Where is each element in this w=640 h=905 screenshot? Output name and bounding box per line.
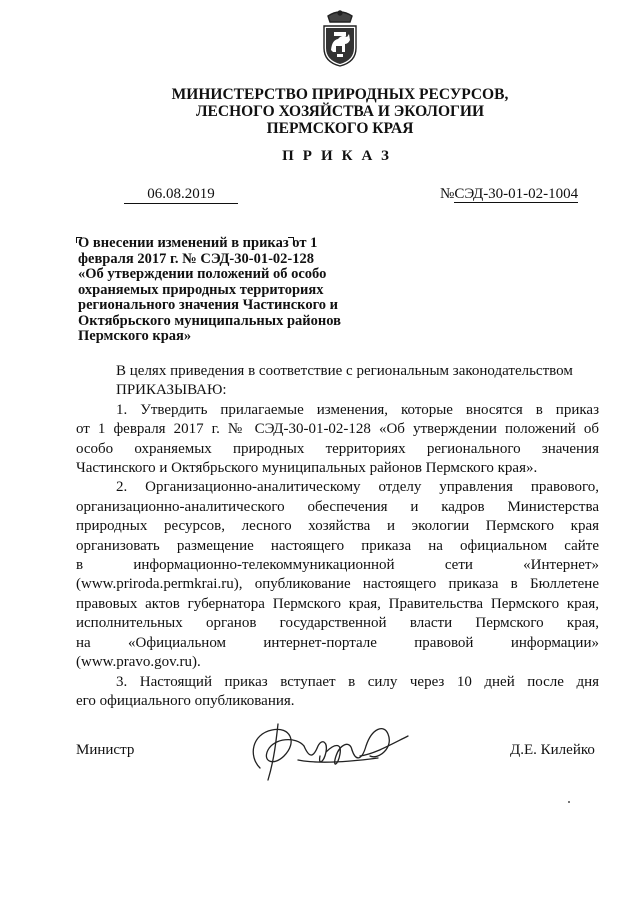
- text-line: организовать размещение настоящего приказа на официальном сайте: [76, 537, 599, 554]
- paragraph-1: [76, 401, 599, 479]
- text-line: организационно-аналитического обеспечения и кадров Министерства: [76, 498, 599, 515]
- scan-speck: [568, 801, 570, 803]
- text-line: природных ресурсов, лесного хозяйства и экологии Пермского края: [76, 518, 599, 535]
- order-word: ПРИКАЗЫВАЮ:: [116, 382, 227, 399]
- number-value: СЭД-30-01-02-1004: [454, 186, 579, 202]
- text-line: от 1 февраля 2017 г. № СЭД-30-01-02-128 «Об утверждении положений об: [76, 421, 599, 438]
- text-line: 2. Организационно-аналитическому отделу управления правового,: [116, 479, 599, 496]
- subject-line: Октябрьского муниципальных районов: [78, 312, 341, 329]
- document-type: ПРИКАЗ: [282, 148, 398, 164]
- handwritten-signature-icon: [238, 716, 414, 786]
- subject-line: «Об утверждении положений об особо: [78, 266, 327, 282]
- coat-of-arms-icon: [318, 10, 362, 68]
- document-subject: [78, 236, 378, 345]
- text-line: на «Официальном интернет-портале правовой информации»: [76, 634, 599, 651]
- signer-name: Д.Е. Килейко: [510, 742, 595, 758]
- text-line: 3. Настоящий приказ вступает в силу через 10 дней после дня: [116, 673, 599, 690]
- subject-line: О внесении изменений в приказ от 1: [78, 235, 318, 251]
- text-line: особо охраняемых природных территориях регионального значения: [76, 440, 599, 457]
- document-date: 06.08.2019: [124, 186, 238, 204]
- ministry-line: МИНИСТЕРСТВО ПРИРОДНЫХ РЕСУРСОВ,: [171, 86, 509, 103]
- signer-title: Министр: [76, 742, 135, 758]
- intro-paragraph: [76, 362, 599, 401]
- text-line: правовых актов губернатора Пермского края, Правительства Пермского края,: [76, 595, 599, 612]
- ministry-name: [170, 86, 510, 137]
- subject-line: охраняемых природных территориях: [78, 281, 324, 298]
- text-line: Частинского и Октябрьского муниципальных районов Пермского края».: [76, 460, 538, 477]
- document-number: [440, 186, 584, 203]
- text-line: В целях приведения в соответствие с региональным законодательством: [116, 363, 573, 379]
- paragraph-3: [76, 673, 599, 712]
- text-line: в информационно-телекоммуникационной сети «Интернет»: [76, 557, 599, 574]
- number-sign: №: [440, 186, 455, 202]
- subject-line: февраля 2017 г. № СЭД-30-01-02-128: [78, 250, 314, 267]
- text-line: его официального опубликования.: [76, 692, 295, 709]
- ministry-line: ПЕРМСКОГО КРАЯ: [266, 120, 414, 137]
- text-line: (www.pravo.gov.ru).: [76, 654, 201, 671]
- text-line: 1. Утвердить прилагаемые изменения, которые вносятся в приказ: [116, 401, 599, 418]
- subject-line: регионального значения Частинского и: [78, 297, 339, 313]
- ministry-line: ЛЕСНОГО ХОЗЯЙСТВА И ЭКОЛОГИИ: [195, 103, 485, 120]
- subject-line: Пермского края»: [78, 328, 192, 344]
- document-body: [76, 362, 599, 711]
- text-line: исполнительных органов государственной власти Пермского края,: [76, 615, 599, 632]
- paragraph-2: [76, 478, 599, 672]
- text-line: (www.priroda.permkrai.ru), опубликование настоящего приказа в Бюллетене: [76, 576, 599, 593]
